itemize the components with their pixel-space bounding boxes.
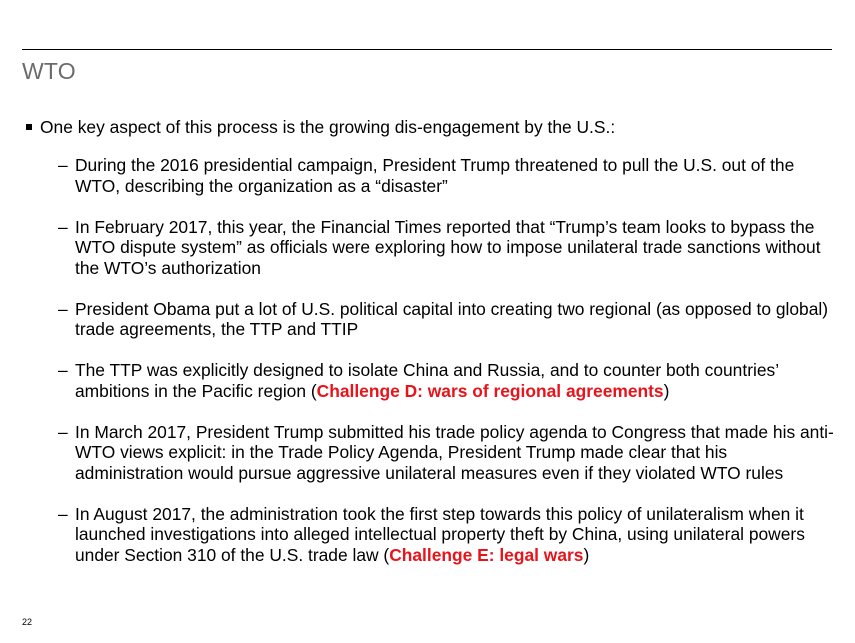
sub-bullet-item xyxy=(58,299,838,340)
sub-bullet-item xyxy=(58,155,838,196)
closing-paren: ) xyxy=(663,380,670,401)
header-rule xyxy=(22,49,832,50)
sub-bullet-text: In February 2017, this year, the Financial Times reported that “Trump’s team looks to bypass the WTO dispute system” as officials were exploring how to impose unilateral trade sanctions without the WTO’s authorization xyxy=(75,216,821,278)
dash-marker: – xyxy=(58,503,68,524)
sub-bullet-text: In March 2017, President Trump submitted his trade policy agenda to Congress that made his anti-WTO views explicit: in the Trade Policy Agenda, President Trump made clear that his administration would pursue aggressive unilateral measures even if they violated WTO rules xyxy=(75,421,834,483)
sub-bullet-text: During the 2016 presidential campaign, President Trump threatened to pull the U.S. out of the WTO, describing the organization as a “disaster” xyxy=(75,155,795,196)
challenge-d-label: Challenge D: wars of regional agreements xyxy=(316,380,664,401)
dash-marker: – xyxy=(58,216,68,237)
sub-bullet-text: The TTP was explicitly designed to isolate China and Russia, and to counter both countries’ ambitions in the Pacific region ( xyxy=(75,360,779,401)
dash-marker: – xyxy=(58,421,68,442)
main-bullet-text: One key aspect of this process is the growing dis-engagement by the U.S.: xyxy=(40,117,616,137)
sub-bullet-item xyxy=(58,360,838,401)
dash-marker: – xyxy=(58,360,68,380)
dash-marker: – xyxy=(58,298,68,319)
sub-bullet-list xyxy=(58,155,838,586)
sub-bullet-item xyxy=(58,422,838,484)
slide-title: WTO xyxy=(22,58,76,84)
square-bullet-icon xyxy=(26,124,32,130)
challenge-e-label: Challenge E: legal wars xyxy=(389,544,584,565)
main-bullet xyxy=(26,117,615,138)
sub-bullet-text: In August 2017, the administration took the first step towards this policy of unilateralism when it launched investigations into alleged intellectual property theft by China, using unilateral powers under Section 310 of the U.S. trade law ( xyxy=(75,503,805,565)
closing-paren: ) xyxy=(583,544,590,565)
dash-marker: – xyxy=(58,155,68,175)
sub-bullet-item xyxy=(58,504,838,566)
page-number: 22 xyxy=(22,617,33,627)
sub-bullet-item xyxy=(58,217,838,279)
sub-bullet-text: President Obama put a lot of U.S. political capital into creating two regional (as opposed to global) trade agreements, the TTP and TTIP xyxy=(75,298,829,339)
